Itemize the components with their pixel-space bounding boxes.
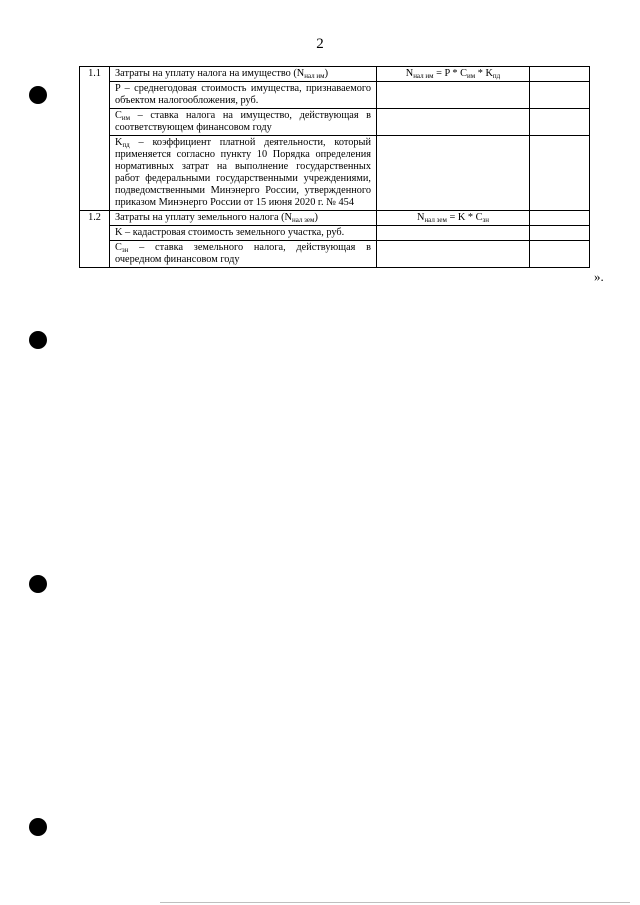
row-number: 1.2 [80,211,110,268]
empty-cell [530,211,590,226]
empty-cell [377,226,530,241]
punch-hole [29,86,47,104]
expense-title: Затраты на уплату земельного налога $(N_{нал зем})$ [110,211,377,226]
table-row [80,109,590,136]
empty-cell [377,241,530,268]
table-row [80,82,590,109]
variable-definition: $C_{зн}$ – ставка земельного налога, действующая в очередном финансовом году [110,241,377,268]
page-number: 2 [316,36,324,52]
punch-hole [29,818,47,836]
empty-cell [377,109,530,136]
formula: $N_{нал зем} = K * C_{зн}$ [377,211,530,226]
formula: $N_{нал им} = P * C_{им} * K_{пд}$ [377,67,530,82]
variable-definition: $C_{им}$ – ставка налога на имущество, действующая в соответствующем финансовом году [110,109,377,136]
empty-cell [377,82,530,109]
closing-quote: ». [594,269,604,284]
expenses-table [79,66,590,268]
variable-definition: P – среднегодовая стоимость имущества, признаваемого объектом налогообложения, руб. [110,82,377,109]
table-row [80,226,590,241]
empty-cell [530,67,590,82]
variable-definition: K – кадастровая стоимость земельного участка, руб. [110,226,377,241]
punch-hole [29,331,47,349]
table-row [80,211,590,226]
empty-cell [377,136,530,211]
expense-title: Затраты на уплату налога на имущество $(N_{нал им})$ [110,67,377,82]
variable-definition: $K_{пд}$ – коэффициент платной деятельности, который применяется согласно пункту 10 Порядка определения нормативных затрат на выполнение государственных работ федеральными государственными учреждениями, подведомственными Минэнерго России, утвержденного приказом Минэнерго России от 15 июня 2020 г. № 454 [110,136,377,211]
punch-hole [29,575,47,593]
table-row [80,67,590,82]
empty-cell [530,109,590,136]
empty-cell [530,241,590,268]
table-row [80,241,590,268]
empty-cell [530,226,590,241]
empty-cell [530,82,590,109]
scan-artifact-line [160,902,630,903]
empty-cell [530,136,590,211]
row-number: 1.1 [80,67,110,211]
table-row [80,136,590,211]
